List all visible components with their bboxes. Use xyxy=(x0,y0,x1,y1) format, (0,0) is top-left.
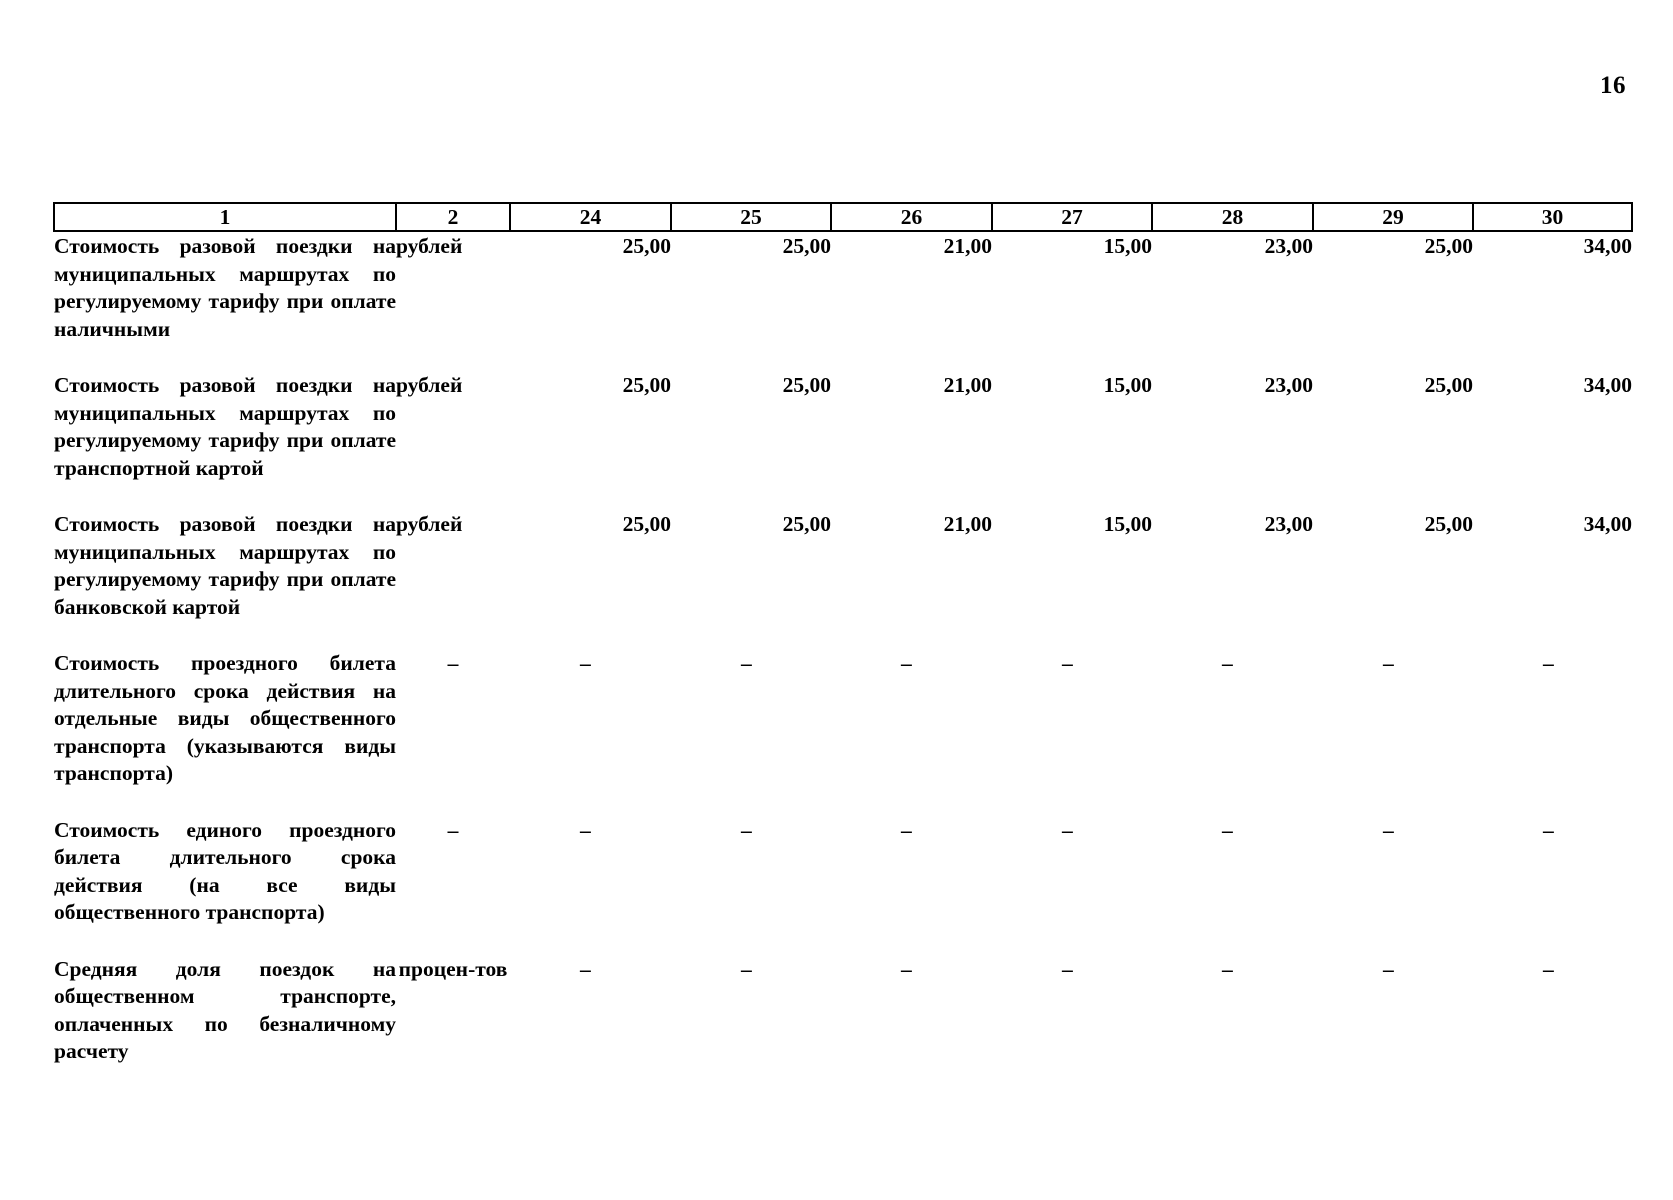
value-cell: 34,00 xyxy=(1583,234,1632,258)
value-cell: 23,00 xyxy=(1264,234,1313,258)
page-number: 16 xyxy=(1600,72,1626,99)
value-cell: 25,00 xyxy=(622,373,671,397)
tariff-table xyxy=(53,202,1633,1095)
value-cell: – xyxy=(1383,817,1394,842)
header-cell: 2 xyxy=(396,203,510,231)
row-label: Стоимость единого проездного билета длительного срока действия (на все виды общественного транспорта) xyxy=(54,817,396,924)
value-cell: – xyxy=(1383,651,1394,675)
header-cell: 26 xyxy=(831,203,992,231)
row-unit: процен-тов xyxy=(398,956,508,981)
value-cell: – xyxy=(741,651,752,675)
value-cell: – xyxy=(1543,651,1554,675)
table-row xyxy=(54,511,1632,650)
header-cell: 29 xyxy=(1313,203,1473,231)
header-cell: 28 xyxy=(1152,203,1313,231)
value-cell: – xyxy=(1543,817,1554,842)
value-cell: – xyxy=(580,817,591,842)
value-cell: 21,00 xyxy=(943,234,992,258)
value-cell: 25,00 xyxy=(1424,512,1473,536)
value-cell: – xyxy=(1383,956,1394,981)
value-cell: 15,00 xyxy=(1103,234,1152,258)
row-label: Стоимость разовой поездки на муниципальных маршрутах по регулируемому тарифу при оплате транспортной картой xyxy=(54,373,396,480)
table-row xyxy=(54,817,1632,956)
value-cell: – xyxy=(1062,817,1073,842)
value-cell: – xyxy=(901,817,912,842)
row-unit: – xyxy=(447,651,459,675)
value-cell: – xyxy=(580,956,591,981)
row-label: Стоимость проездного билета длительного срока действия на отдельные виды общественного транспорта (указываются виды транспорта) xyxy=(54,651,396,785)
row-unit: – xyxy=(447,817,459,842)
value-cell: 25,00 xyxy=(782,234,831,258)
value-cell: 23,00 xyxy=(1264,373,1313,397)
row-label: Стоимость разовой поездки на муниципальных маршрутах по регулируемому тарифу при оплате банковской картой xyxy=(54,512,396,619)
value-cell: – xyxy=(901,956,912,981)
value-cell: 15,00 xyxy=(1103,512,1152,536)
value-cell: – xyxy=(1543,956,1554,981)
value-cell: – xyxy=(1062,651,1073,675)
row-unit: рублей xyxy=(396,512,463,536)
header-cell: 24 xyxy=(510,203,671,231)
value-cell: – xyxy=(1222,651,1233,675)
table-row xyxy=(54,372,1632,511)
value-cell: 25,00 xyxy=(782,373,831,397)
row-label: Средняя доля поездок на общественном транспорте, оплаченных по безналичному расчету xyxy=(54,956,396,1063)
value-cell: 15,00 xyxy=(1103,373,1152,397)
row-unit: рублей xyxy=(396,373,463,397)
header-cell: 30 xyxy=(1473,203,1632,231)
table-header-row xyxy=(54,203,1632,231)
value-cell: – xyxy=(741,817,752,842)
value-cell: 21,00 xyxy=(943,373,992,397)
table-row xyxy=(54,650,1632,817)
value-cell: 25,00 xyxy=(622,234,671,258)
value-cell: – xyxy=(1062,956,1073,981)
value-cell: 25,00 xyxy=(782,512,831,536)
header-cell: 27 xyxy=(992,203,1152,231)
value-cell: – xyxy=(741,956,752,981)
row-unit: рублей xyxy=(396,234,463,258)
value-cell: – xyxy=(901,651,912,675)
header-cell: 1 xyxy=(54,203,396,231)
table-row xyxy=(54,231,1632,372)
value-cell: 25,00 xyxy=(622,512,671,536)
value-cell: – xyxy=(1222,956,1233,981)
value-cell: 34,00 xyxy=(1583,373,1632,397)
value-cell: 25,00 xyxy=(1424,234,1473,258)
value-cell: – xyxy=(1222,817,1233,842)
value-cell: 21,00 xyxy=(943,512,992,536)
value-cell: 23,00 xyxy=(1264,512,1313,536)
value-cell: 34,00 xyxy=(1583,512,1632,536)
value-cell: – xyxy=(580,651,591,675)
header-cell: 25 xyxy=(671,203,831,231)
table-row xyxy=(54,956,1632,1095)
value-cell: 25,00 xyxy=(1424,373,1473,397)
row-label: Стоимость разовой поездки на муниципальных маршрутах по регулируемому тарифу при оплате наличными xyxy=(54,234,396,341)
